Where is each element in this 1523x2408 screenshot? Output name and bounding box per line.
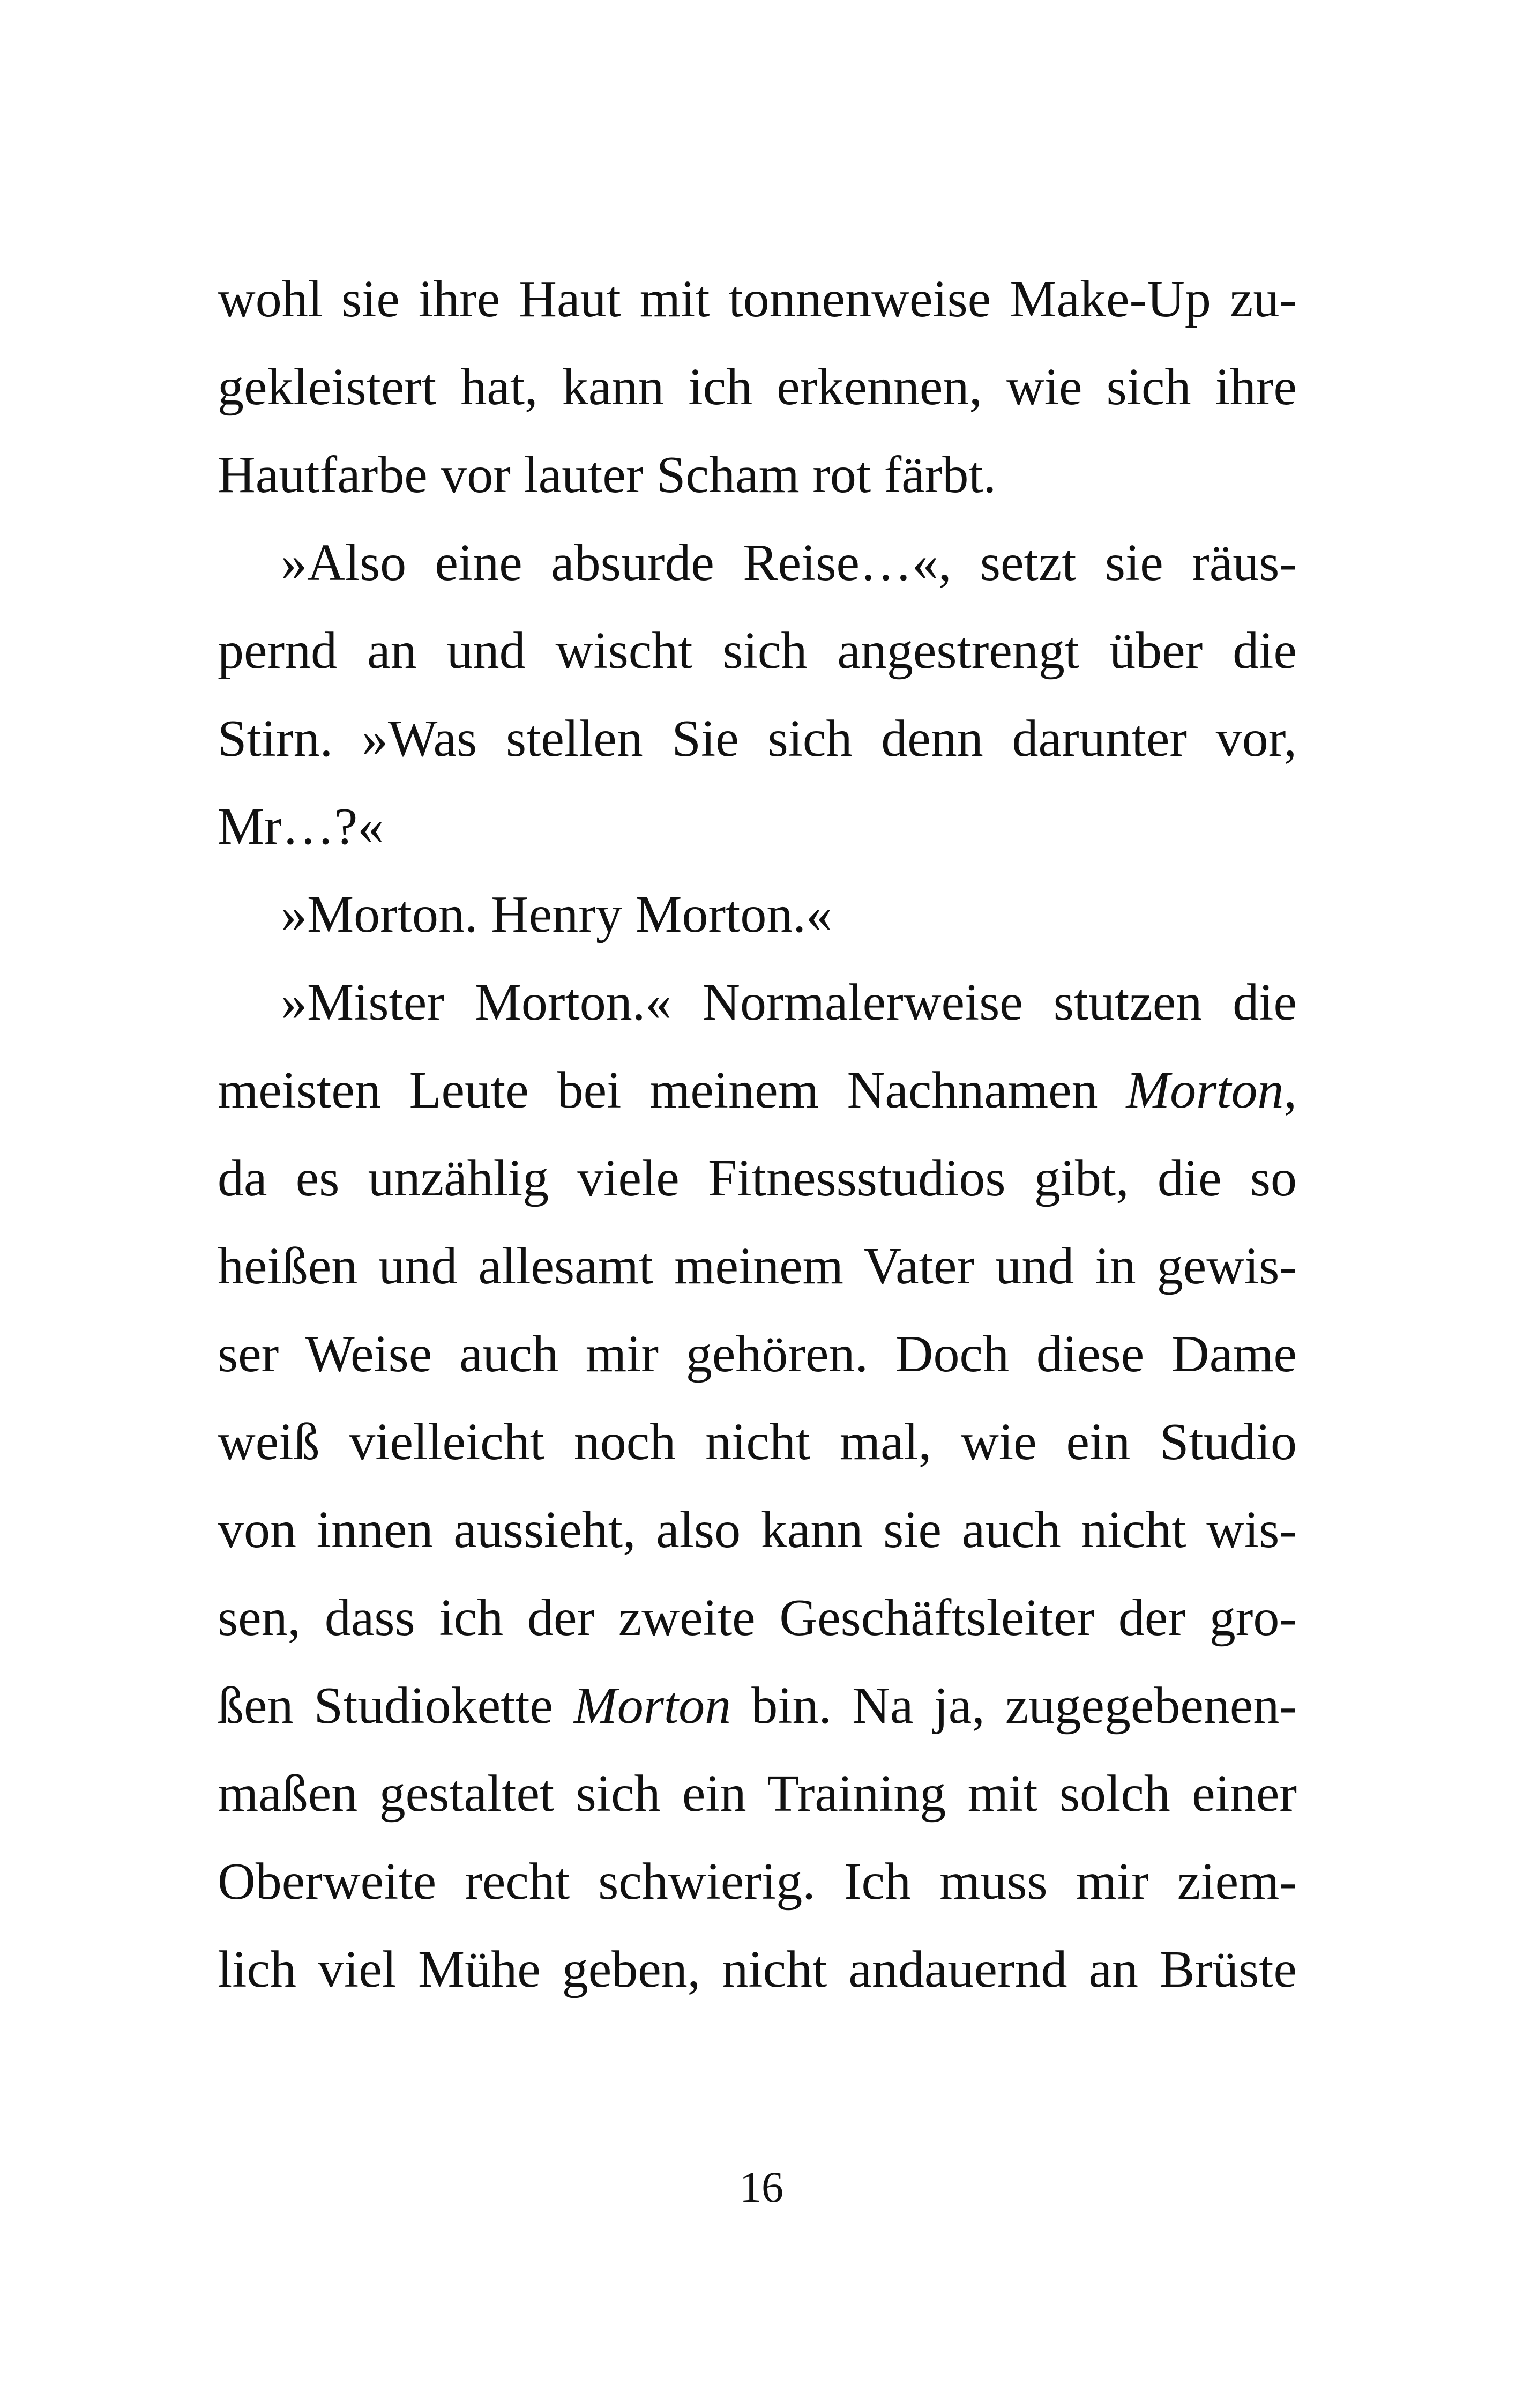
text-line: pernd an und wischt sich angestrengt über die — [218, 622, 1297, 680]
text-line: heißen und allesamt meinem Vater und in gewis- — [218, 1237, 1297, 1295]
text-run: ßen Studiokette — [218, 1677, 574, 1735]
text-line: maßen gestaltet sich ein Training mit solch einer — [218, 1765, 1297, 1823]
text-line — [218, 1662, 1297, 1750]
text-line: ser Weise auch mir gehören. Doch diese Dame — [218, 1325, 1297, 1383]
text-line — [218, 1046, 1297, 1134]
text-run: bin. Na ja, zugegebenen- — [731, 1677, 1297, 1735]
text-line: lich viel Mühe geben, nicht andauernd an Brüste — [218, 1941, 1297, 1998]
text-line: Oberweite recht schwierig. Ich muss mir ziem- — [218, 1853, 1297, 1911]
text-line: Stirn. »Was stellen Sie sich denn darunter vor, — [218, 710, 1297, 768]
italic-name: Morton — [1126, 1061, 1284, 1119]
text-run: meisten Leute bei meinem Nachnamen — [218, 1061, 1126, 1119]
text-line: von innen aussieht, also kann sie auch nicht wis- — [218, 1501, 1297, 1559]
page-number: 16 — [740, 2162, 783, 2211]
text-line: sen, dass ich der zweite Geschäftsleiter der gro- — [218, 1589, 1297, 1647]
text-run: , — [1283, 1061, 1297, 1119]
text-line: gekleistert hat, kann ich erkennen, wie sich ihre — [218, 358, 1297, 416]
italic-name: Morton — [573, 1677, 731, 1735]
text-line: »Also eine absurde Reise…«, setzt sie räus- — [281, 534, 1297, 592]
text-line: Hautfarbe vor lauter Scham rot färbt. — [218, 446, 997, 504]
text-line: wohl sie ihre Haut mit tonnenweise Make-Up zu- — [218, 270, 1297, 328]
body-text — [218, 255, 1297, 2013]
text-line: Mr…?« — [218, 798, 384, 856]
text-line: da es unzählig viele Fitnessstudios gibt, die so — [218, 1149, 1297, 1207]
text-line: weiß vielleicht noch nicht mal, wie ein Studio — [218, 1413, 1297, 1471]
text-line: »Morton. Henry Morton.« — [281, 886, 832, 943]
text-line: »Mister Morton.« Normalerweise stutzen die — [281, 973, 1297, 1031]
